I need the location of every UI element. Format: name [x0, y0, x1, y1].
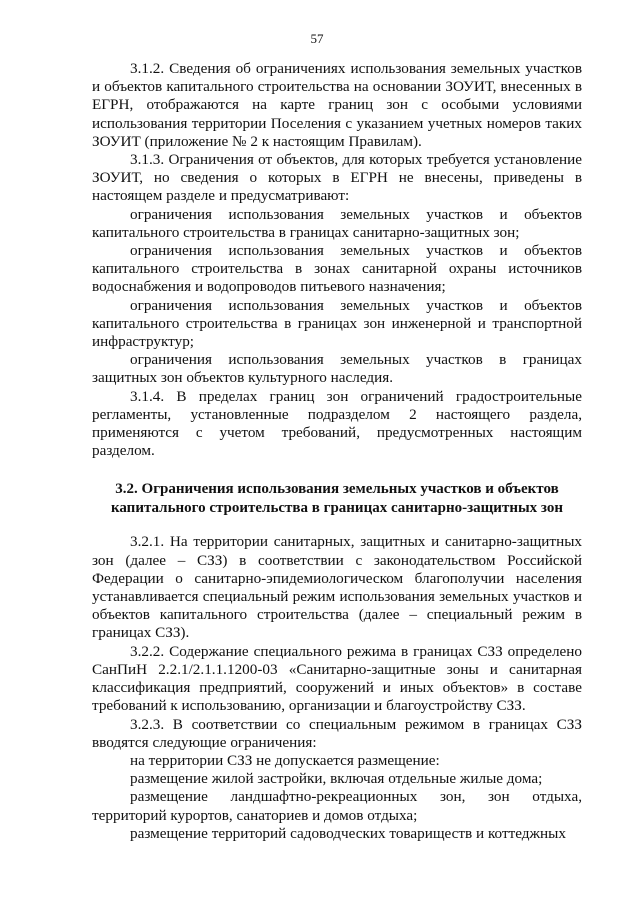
list-item-heritage-zones: ограничения использования земельных участков в границах защитных зон объектов культурного наследия. — [92, 351, 582, 387]
paragraph-3-2-1: 3.2.1. На территории санитарных, защитных и санитарно-защитных зон (далее – СЗЗ) в соответствии с законодательством Российской Федерации о санитарно-эпидемиологическом благополучии населения устанавливается специальный режим использования земельных участков и объектов капитального строительства (далее – специальный режим в границах СЗЗ). — [92, 533, 582, 642]
paragraph-3-1-3: 3.1.3. Ограничения от объектов, для которых требуется установление ЗОУИТ, но сведения о которых в ЕГРН не внесены, приведены в настоящем разделе и предусматривают: — [92, 151, 582, 205]
restriction-intro: на территории СЗЗ не допускается размещение: — [130, 751, 440, 769]
paragraph-3-2-2: 3.2.2. Содержание специального режима в границах СЗЗ определено СанПиН 2.2.1/2.1.1.1200-03 «Санитарно-защитные зоны и санитарная классификация предприятий, сооружений и иных объектов» в составе требований к использованию, организации и благоустройству СЗЗ. — [92, 642, 582, 715]
restriction-item-gardening: размещение территорий садоводческих товариществ и коттеджных — [130, 824, 566, 842]
list-item-sanitary-zones: ограничения использования земельных участков и объектов капитального строительства в границах санитарно-защитных зон; — [92, 205, 582, 241]
restriction-item-housing: размещение жилой застройки, включая отдельные жилые дома; — [130, 770, 543, 788]
list-item-water-protection-zones: ограничения использования земельных участков и объектов капитального строительства в зонах санитарной охраны источников водоснабжения и водопроводов питьевого назначения; — [92, 242, 582, 296]
page-number: 57 — [310, 31, 324, 46]
paragraph-3-2-3: 3.2.3. В соответствии со специальным режимом в границах СЗЗ вводятся следующие ограничения: — [92, 715, 582, 751]
section-heading-3-2: 3.2. Ограничения использования земельных участков и объектов капитального строительства в границах санитарно-защитных зон — [110, 481, 564, 516]
document-body — [92, 60, 582, 843]
paragraph-3-1-2: 3.1.2. Сведения об ограничениях использования земельных участков и объектов капитального строительства на основании ЗОУИТ, внесенных в ЕГРН, отображаются на карте границ зон с особыми условиями использования территории Поселения с указанием учетных номеров таких ЗОУИТ (приложение № 2 к настоящим Правилам). — [92, 60, 582, 150]
paragraph-3-1-4: 3.1.4. В пределах границ зон ограничений градостроительные регламенты, установленные подразделом 2 настоящего раздела, применяются с учетом требований, предусмотренных настоящим разделом. — [92, 387, 582, 460]
list-item-infrastructure-zones: ограничения использования земельных участков и объектов капитального строительства в границах зон инженерной и транспортной инфраструктур; — [92, 296, 582, 351]
restriction-item-recreation: размещение ландшафтно-рекреационных зон, зон отдыха, территорий курортов, санаториев и домов отдыха; — [92, 788, 582, 824]
